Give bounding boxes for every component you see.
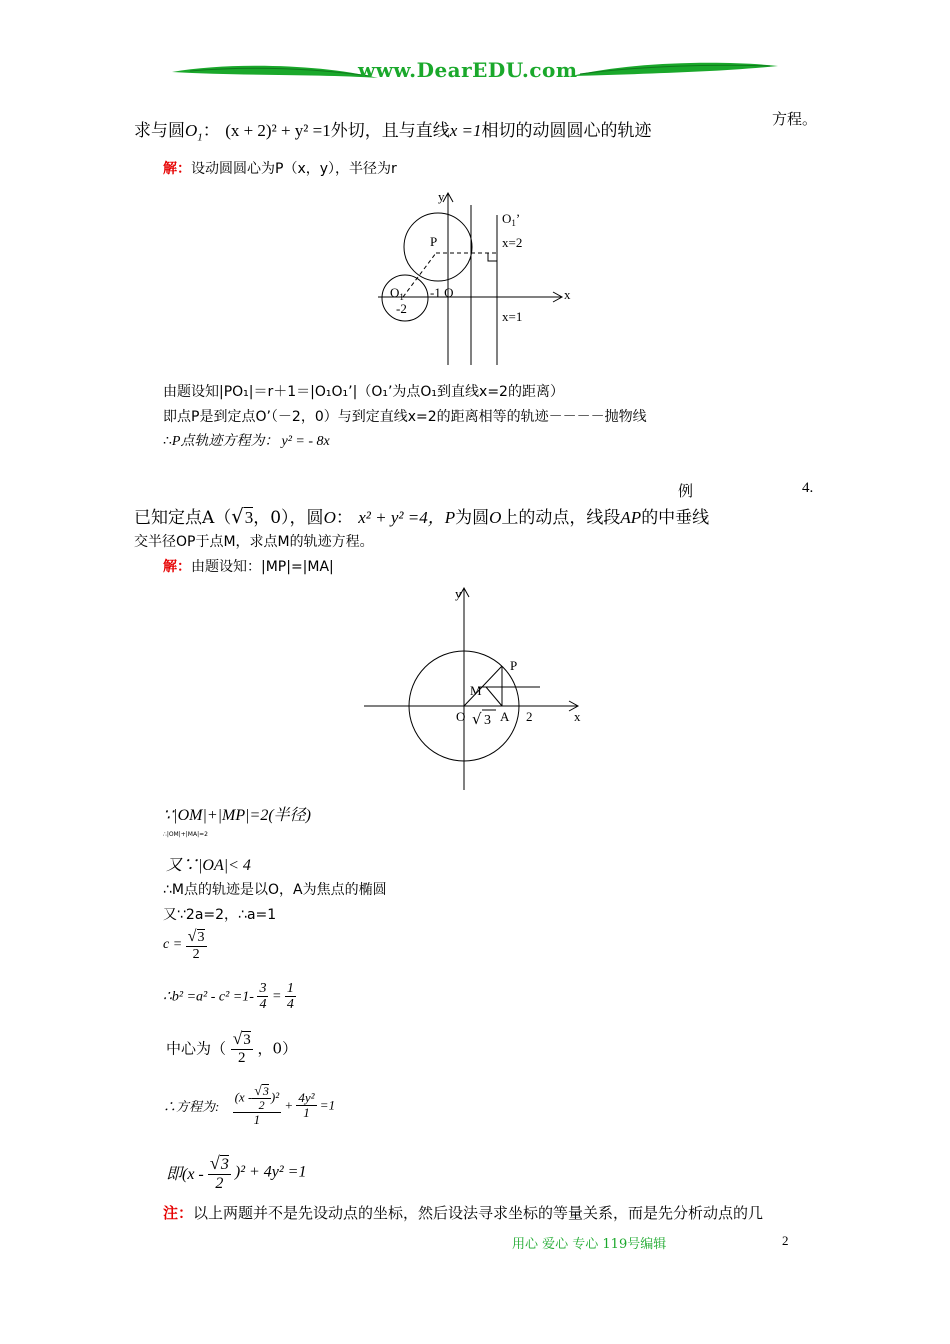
step-7: ∴b² =a² - c² =1- $\frac{3}{4}$ = $\frac{1}{4}$ <box>163 981 294 1013</box>
step-9: ∴方程为: (x - $\frac{√3}{2}$ )² 1 + $\frac{\text{4y²}}{1}$ =1 <box>163 1083 336 1128</box>
example4-statement-line2: 交半径OP于点M，求点M的轨迹方程。 <box>134 534 374 550</box>
fig2-sqrt-sign: √ <box>472 710 482 728</box>
problem3-text-b: 相切的动圆圆心的轨迹 <box>481 121 652 141</box>
problem3-text-a: 求与圆 <box>134 121 185 141</box>
circle-equation: (x + 2)² + y² =1外切，且与直线 <box>225 121 450 140</box>
step-6: c = $\frac{√3}{2}$ <box>163 928 205 962</box>
fig1-p-label: P <box>430 234 438 249</box>
fig1-neg2-label: -2 <box>396 301 407 316</box>
example4-solution <box>163 556 334 576</box>
problem3-statement-end: 方程。 <box>772 110 818 128</box>
step-3: 又∵|OA|< 4 <box>166 857 251 874</box>
fig2-o-label: O <box>456 709 466 724</box>
fig1-neg1o-label: -1 O <box>430 285 454 300</box>
leaf-decoration-left <box>170 60 380 84</box>
step-8: 中心为（ $\frac{√3}{2}$ ，0） <box>166 1029 298 1066</box>
step-10: 即(x - $\frac{√3}{2}$ )² + 4y² =1 <box>166 1153 307 1192</box>
fig2-y-label: y <box>455 586 462 601</box>
line-equation: x =1 <box>449 121 482 140</box>
leaf-decoration-right <box>570 58 780 82</box>
step-2: ∴|OM|+|MA|=2 <box>163 831 208 838</box>
fig1-x1-label: x=1 <box>502 309 523 324</box>
site-title[interactable]: www.DearEDU.com <box>358 58 578 82</box>
step-5: 又∵2a=2，∴a=1 <box>163 907 277 923</box>
circle-p <box>404 213 472 281</box>
footer-text: 用心 爱心 专心 119号编辑 <box>512 1237 667 1252</box>
fig1-y-label: y <box>438 189 445 204</box>
segment-ma <box>486 687 502 706</box>
solution-text: 由题设知：|MP|=|MA| <box>191 559 334 575</box>
step-4: ∴M点的轨迹是以O，A为焦点的椭圆 <box>163 882 387 898</box>
solution-text: 设动圆圆心为P（x，y），半径为r <box>191 161 397 177</box>
header-banner <box>170 52 780 92</box>
figure-circle-ellipse <box>360 582 590 794</box>
fig1-o1prime-label: $O_1$’ <box>502 211 521 228</box>
fig1-x2-label: x=2 <box>502 235 523 250</box>
right-angle-mark <box>488 253 497 261</box>
example4-statement: 已知定点A（√3，0），圆O： x² + y² =4，P为圆O上的动点，线段AP的中垂线 <box>134 505 710 528</box>
fig2-p-label: P <box>510 658 518 673</box>
fig1-x-label: x <box>564 287 571 302</box>
problem3-line1: 由题设知|PO₁|＝r＋1＝|O₁O₁’|（O₁’为点O₁到直线x=2的距离） <box>163 384 564 400</box>
problem3-solution <box>163 158 397 178</box>
fig1-o1-label: $O_1$ <box>390 285 404 302</box>
fig2-m-label: M <box>470 683 482 698</box>
example4-number: 4. <box>802 480 814 496</box>
problem3-statement <box>134 116 652 143</box>
fig2-sqrt3-label: 3 <box>484 713 491 728</box>
example4-label: 例 <box>678 482 694 500</box>
fig2-two-label: 2 <box>526 709 533 724</box>
solution-label: 解： <box>163 559 191 575</box>
note: 注：以上两题并不是先设动点的坐标，然后设法寻求坐标的等量关系，而是先分析动点的几 <box>163 1204 764 1222</box>
problem3-line3: ∴P点轨迹方程为： y² = - 8x <box>163 433 330 449</box>
problem3-line2: 即点P是到定点O’（－2，0）与到定直线x=2的距离相等的轨迹－－－－抛物线 <box>163 409 647 425</box>
figure-tangent-circles <box>370 185 580 370</box>
fig2-x-label: x <box>574 709 581 724</box>
page-number: 2 <box>782 1233 789 1248</box>
step-1: ∵|OM|+|MP|=2(半径) <box>163 807 312 824</box>
fig2-a-label: A <box>500 709 510 724</box>
circle-o1: $O_1$ <box>185 121 203 144</box>
solution-label: 解： <box>163 161 191 177</box>
colon: ： <box>202 121 220 141</box>
